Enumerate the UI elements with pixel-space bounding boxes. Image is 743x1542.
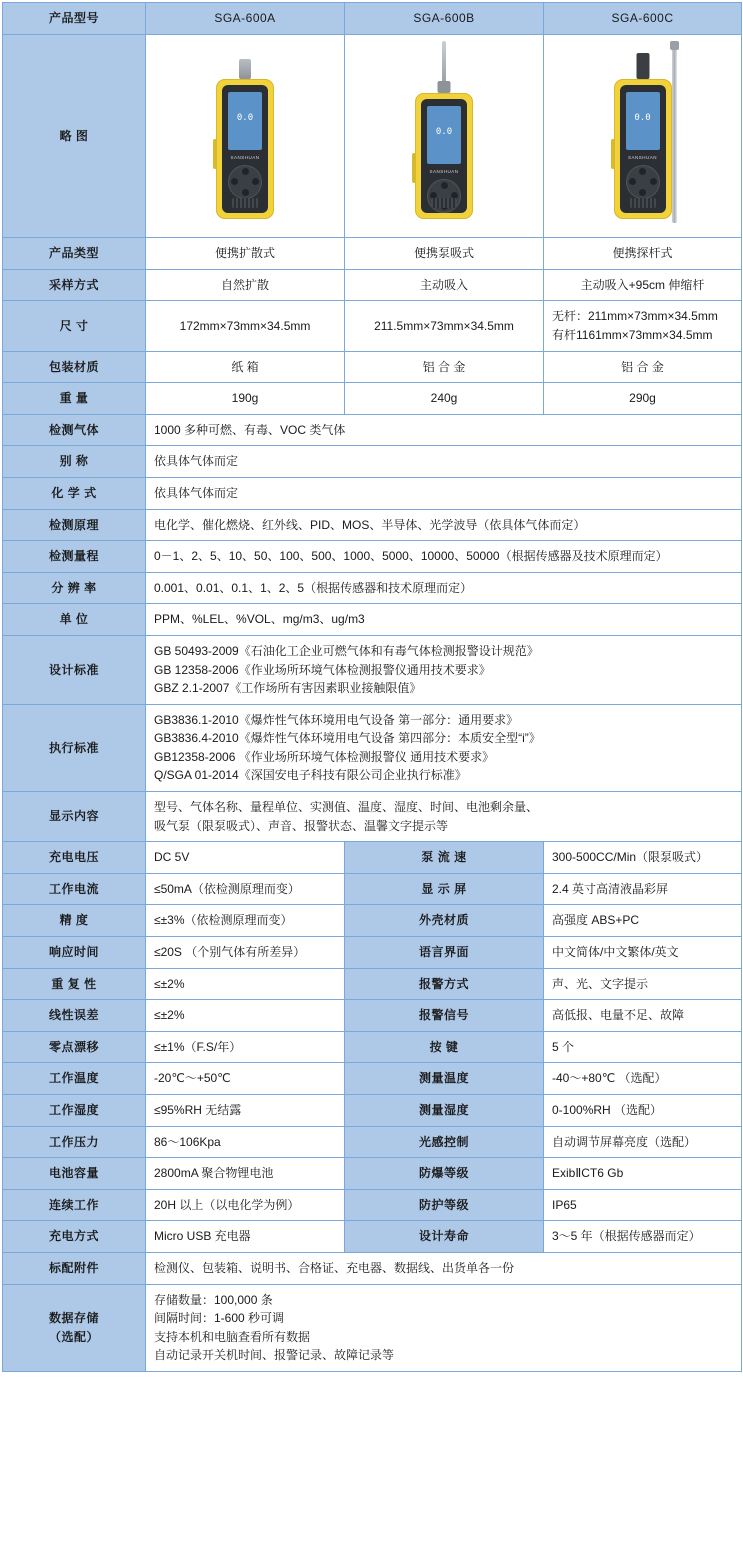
device-body bbox=[216, 79, 274, 219]
pump-needle-icon bbox=[442, 41, 446, 83]
brand-label-b: SANSHUAN bbox=[429, 168, 459, 174]
table-row-working-temp bbox=[3, 1063, 742, 1095]
speaker-vents bbox=[630, 198, 656, 208]
table-row-model bbox=[3, 3, 742, 35]
table-row-charge-voltage bbox=[3, 842, 742, 874]
table-row-diagram bbox=[3, 34, 742, 238]
row-label-light-control: 光感控制 bbox=[345, 1126, 544, 1158]
sampling-c: 主动吸入+95cm 伸缩杆 bbox=[544, 269, 742, 301]
execution-standard-value bbox=[146, 704, 742, 791]
linearity-value: ≤±2% bbox=[146, 1000, 345, 1032]
device-face bbox=[421, 99, 467, 213]
table-row-continuous-work bbox=[3, 1189, 742, 1221]
execution-standard-line3: GB12358-2006 《作业场所环境气体检测报警仪 通用技术要求》 bbox=[154, 749, 495, 764]
table-row-charge-mode bbox=[3, 1221, 742, 1253]
device-screen bbox=[228, 92, 262, 150]
data-storage-line2: 间隔时间：1-600 秒可调 bbox=[154, 1311, 285, 1326]
row-label-keys: 按 键 bbox=[345, 1031, 544, 1063]
table-row-repeatability bbox=[3, 968, 742, 1000]
key-right bbox=[252, 178, 259, 185]
repeatability-value: ≤±2% bbox=[146, 968, 345, 1000]
battery-value: 2800mA 聚合物锂电池 bbox=[146, 1158, 345, 1190]
row-label-battery: 电池容量 bbox=[3, 1158, 146, 1190]
probe-connector-icon bbox=[636, 53, 649, 79]
size-c bbox=[544, 301, 742, 351]
keypad-icon bbox=[228, 165, 262, 199]
table-row-alias bbox=[3, 446, 742, 478]
alias-value: 依具体气体而定 bbox=[146, 446, 742, 478]
row-label-model: 产品型号 bbox=[3, 3, 146, 35]
principle-value: 电化学、催化燃烧、红外线、PID、MOS、半导体、光学波导（依具体气体而定） bbox=[146, 509, 742, 541]
model-sga600a: SGA-600A bbox=[146, 3, 345, 35]
row-label-resolution: 分 辨 率 bbox=[3, 572, 146, 604]
product-type-c: 便携探杆式 bbox=[544, 238, 742, 270]
speaker-vents bbox=[431, 198, 457, 208]
weight-b: 240g bbox=[345, 383, 544, 415]
table-row-product-type bbox=[3, 238, 742, 270]
working-current-value: ≤50mA（依检测原理而变） bbox=[146, 873, 345, 905]
table-row-principle bbox=[3, 509, 742, 541]
product-type-a: 便携扩散式 bbox=[146, 238, 345, 270]
packaging-c: 铝 合 金 bbox=[544, 351, 742, 383]
data-storage-line1: 存储数量：100,000 条 bbox=[154, 1292, 273, 1307]
device-clip bbox=[611, 139, 615, 169]
table-row-weight bbox=[3, 383, 742, 415]
row-label-design-standard: 设计标准 bbox=[3, 635, 146, 704]
key-up bbox=[639, 168, 646, 175]
design-standard-value bbox=[146, 635, 742, 704]
display-screen-value: 2.4 英寸高清液晶彩屏 bbox=[544, 873, 742, 905]
size-a: 172mm×73mm×34.5mm bbox=[146, 301, 345, 351]
row-label-product-type: 产品类型 bbox=[3, 238, 146, 270]
row-label-diagram: 略 图 bbox=[3, 34, 146, 238]
table-row-accuracy bbox=[3, 905, 742, 937]
weight-c: 290g bbox=[544, 383, 742, 415]
table-row-response-time bbox=[3, 937, 742, 969]
table-body bbox=[3, 3, 742, 1372]
table-row-packaging bbox=[3, 351, 742, 383]
table-row-size bbox=[3, 301, 742, 351]
accessories-value: 检测仪、包装箱、说明书、合格证、充电器、数据线、出货单各一份 bbox=[146, 1252, 742, 1284]
keys-value: 5 个 bbox=[544, 1031, 742, 1063]
device-clip bbox=[412, 153, 416, 183]
measure-humidity-value: 0-100%RH （选配） bbox=[544, 1095, 742, 1127]
display-content-line1: 型号、气体名称、量程单位、实测值、温度、湿度、时间、电池剩余量、 bbox=[154, 800, 539, 815]
row-label-unit: 单 位 bbox=[3, 604, 146, 636]
table-row-battery bbox=[3, 1158, 742, 1190]
screen-reading-c: 0.0 bbox=[634, 112, 651, 123]
table-row-working-current bbox=[3, 873, 742, 905]
alarm-signal-value: 高低报、电量不足、故障 bbox=[544, 1000, 742, 1032]
table-row-unit bbox=[3, 604, 742, 636]
row-label-alias: 别 称 bbox=[3, 446, 146, 478]
sampling-a: 自然扩散 bbox=[146, 269, 345, 301]
data-storage-line3: 支持本机和电脑查看所有数据 bbox=[154, 1329, 311, 1344]
pump-cap-icon bbox=[438, 81, 451, 93]
device-image-a bbox=[146, 34, 345, 238]
brand-label-c: SANSHUAN bbox=[627, 154, 657, 160]
device-image-c bbox=[544, 34, 742, 238]
table-row-formula bbox=[3, 477, 742, 509]
row-label-data-storage bbox=[3, 1284, 146, 1371]
alarm-mode-value: 声、光、文字提示 bbox=[544, 968, 742, 1000]
key-up bbox=[242, 168, 249, 175]
row-label-repeatability: 重 复 性 bbox=[3, 968, 146, 1000]
row-label-working-pressure: 工作压力 bbox=[3, 1126, 146, 1158]
execution-standard-line4: Q/SGA 01-2014《深国安电子科技有限公司企业执行标准》 bbox=[154, 768, 467, 783]
screen-reading-a: 0.0 bbox=[236, 112, 254, 123]
model-sga600b: SGA-600B bbox=[345, 3, 544, 35]
table-row-working-humidity bbox=[3, 1095, 742, 1127]
device-body bbox=[614, 79, 672, 219]
table-row-data-storage bbox=[3, 1284, 742, 1371]
response-time-value: ≤20S （个别气体有所差异） bbox=[146, 937, 345, 969]
row-label-shell-material: 外壳材质 bbox=[345, 905, 544, 937]
device-clip bbox=[213, 139, 217, 169]
extension-wand-icon bbox=[672, 47, 677, 223]
row-label-pump-flow: 泵 流 速 bbox=[345, 842, 544, 874]
row-label-formula: 化 学 式 bbox=[3, 477, 146, 509]
specification-table bbox=[2, 2, 742, 1372]
row-label-execution-standard: 执行标准 bbox=[3, 704, 146, 791]
row-label-linearity: 线性误差 bbox=[3, 1000, 146, 1032]
charge-voltage-value: DC 5V bbox=[146, 842, 345, 874]
device-face bbox=[620, 85, 666, 213]
continuous-work-value: 20H 以上（以电化学为例） bbox=[146, 1189, 345, 1221]
row-label-accessories: 标配附件 bbox=[3, 1252, 146, 1284]
table-row-design-standard bbox=[3, 635, 742, 704]
light-control-value: 自动调节屏幕亮度（选配） bbox=[544, 1126, 742, 1158]
language-value: 中文简体/中文繁体/英文 bbox=[544, 937, 742, 969]
data-storage-value bbox=[146, 1284, 742, 1371]
packaging-a: 纸 箱 bbox=[146, 351, 345, 383]
key-down bbox=[242, 189, 249, 196]
row-label-alarm-signal: 报警信号 bbox=[345, 1000, 544, 1032]
execution-standard-line2: GB3836.4-2010《爆炸性气体环境用电气设备 第四部分：本质安全型“i”》 bbox=[154, 731, 541, 746]
portable-diffusion-detector-icon bbox=[209, 41, 281, 226]
key-left bbox=[629, 178, 636, 185]
key-right bbox=[650, 178, 657, 185]
row-label-size: 尺 寸 bbox=[3, 301, 146, 351]
key-left bbox=[231, 178, 238, 185]
working-pressure-value: 86～106Kpa bbox=[146, 1126, 345, 1158]
row-label-charge-voltage: 充电电压 bbox=[3, 842, 146, 874]
row-label-measure-temp: 测量温度 bbox=[345, 1063, 544, 1095]
table-row-zero-drift bbox=[3, 1031, 742, 1063]
speaker-vents bbox=[232, 198, 258, 208]
size-c-line1: 无杆：211mm×73mm×34.5mm bbox=[552, 309, 718, 324]
device-image-b bbox=[345, 34, 544, 238]
portable-pump-detector-icon bbox=[408, 41, 480, 226]
row-label-display-screen: 显 示 屏 bbox=[345, 873, 544, 905]
row-label-display-content: 显示内容 bbox=[3, 792, 146, 842]
row-label-charge-mode: 充电方式 bbox=[3, 1221, 146, 1253]
size-c-line2: 有杆1161mm×73mm×34.5mm bbox=[552, 327, 713, 342]
protection-grade-value: IP65 bbox=[544, 1189, 742, 1221]
key-up bbox=[441, 182, 448, 189]
row-label-design-life: 设计寿命 bbox=[345, 1221, 544, 1253]
row-label-explosion-grade: 防爆等级 bbox=[345, 1158, 544, 1190]
row-label-detect-gas: 检测气体 bbox=[3, 414, 146, 446]
row-label-continuous-work: 连续工作 bbox=[3, 1189, 146, 1221]
table-row-resolution bbox=[3, 572, 742, 604]
table-row-linearity bbox=[3, 1000, 742, 1032]
row-label-weight: 重 量 bbox=[3, 383, 146, 415]
row-label-sampling: 采样方式 bbox=[3, 269, 146, 301]
device-screen bbox=[626, 92, 660, 150]
design-standard-line2: GB 12358-2006《作业场所环境气体检测报警仪通用技术要求》 bbox=[154, 662, 491, 677]
zero-drift-value: ≤±1%（F.S/年） bbox=[146, 1031, 345, 1063]
row-label-working-current: 工作电流 bbox=[3, 873, 146, 905]
working-humidity-value: ≤95%RH 无结露 bbox=[146, 1095, 345, 1127]
pump-flow-value: 300-500CC/Min（限泵吸式） bbox=[544, 842, 742, 874]
data-storage-label-line2: （选配） bbox=[48, 1329, 99, 1344]
key-down bbox=[639, 189, 646, 196]
product-type-b: 便携泵吸式 bbox=[345, 238, 544, 270]
explosion-grade-value: ExibⅡCT6 Gb bbox=[544, 1158, 742, 1190]
row-label-principle: 检测原理 bbox=[3, 509, 146, 541]
design-standard-line1: GB 50493-2009《石油化工企业可燃气体和有毒气体检测报警设计规范》 bbox=[154, 643, 539, 658]
sampling-b: 主动吸入 bbox=[345, 269, 544, 301]
measure-temp-value: -40～+80℃ （选配） bbox=[544, 1063, 742, 1095]
detect-gas-value: 1000 多种可燃、有毒、VOC 类气体 bbox=[146, 414, 742, 446]
wand-tip-icon bbox=[670, 41, 679, 50]
row-label-working-temp: 工作温度 bbox=[3, 1063, 146, 1095]
spec-sheet bbox=[0, 2, 743, 1372]
row-label-range: 检测量程 bbox=[3, 541, 146, 573]
design-standard-line3: GBZ 2.1-2007《工作场所有害因素职业接触限值》 bbox=[154, 681, 422, 696]
row-label-alarm-mode: 报警方式 bbox=[345, 968, 544, 1000]
table-row-range bbox=[3, 541, 742, 573]
row-label-response-time: 响应时间 bbox=[3, 937, 146, 969]
working-temp-value: -20℃～+50℃ bbox=[146, 1063, 345, 1095]
accuracy-value: ≤±3%（依检测原理而变） bbox=[146, 905, 345, 937]
display-content-line2: 吸气泵（限泵吸式）、声音、报警状态、温馨文字提示等 bbox=[154, 818, 449, 833]
device-body bbox=[415, 93, 473, 219]
shell-material-value: 高强度 ABS+PC bbox=[544, 905, 742, 937]
resolution-value: 0.001、0.01、0.1、1、2、5（根据传感器和技术原理而定） bbox=[146, 572, 742, 604]
packaging-b: 铝 合 金 bbox=[345, 351, 544, 383]
row-label-packaging: 包装材质 bbox=[3, 351, 146, 383]
design-life-value: 3～5 年（根据传感器而定） bbox=[544, 1221, 742, 1253]
display-content-value bbox=[146, 792, 742, 842]
row-label-zero-drift: 零点漂移 bbox=[3, 1031, 146, 1063]
sensor-cap-icon bbox=[239, 59, 251, 79]
model-sga600c: SGA-600C bbox=[544, 3, 742, 35]
table-row-working-pressure bbox=[3, 1126, 742, 1158]
table-row-sampling bbox=[3, 269, 742, 301]
unit-value: PPM、%LEL、%VOL、mg/m3、ug/m3 bbox=[146, 604, 742, 636]
formula-value: 依具体气体而定 bbox=[146, 477, 742, 509]
row-label-working-humidity: 工作湿度 bbox=[3, 1095, 146, 1127]
portable-probe-detector-icon bbox=[607, 41, 679, 226]
table-row-detect-gas bbox=[3, 414, 742, 446]
weight-a: 190g bbox=[146, 383, 345, 415]
size-b: 211.5mm×73mm×34.5mm bbox=[345, 301, 544, 351]
execution-standard-line1: GB3836.1-2010《爆炸性气体环境用电气设备 第一部分：通用要求》 bbox=[154, 712, 519, 727]
table-row-execution-standard bbox=[3, 704, 742, 791]
row-label-measure-humidity: 测量湿度 bbox=[345, 1095, 544, 1127]
range-value: 0－1、2、5、10、50、100、500、1000、5000、10000、50000（根据传感器及技术原理而定） bbox=[146, 541, 742, 573]
row-label-protection-grade: 防护等级 bbox=[345, 1189, 544, 1221]
device-screen bbox=[427, 106, 461, 164]
screen-reading-b: 0.0 bbox=[435, 126, 453, 137]
keypad-icon bbox=[626, 165, 660, 199]
row-label-accuracy: 精 度 bbox=[3, 905, 146, 937]
device-face bbox=[222, 85, 268, 213]
brand-label-a: SANSHUAN bbox=[230, 154, 260, 160]
data-storage-label-line1: 数据存储 bbox=[48, 1311, 99, 1326]
charge-mode-value: Micro USB 充电器 bbox=[146, 1221, 345, 1253]
table-row-display-content bbox=[3, 792, 742, 842]
data-storage-line4: 自动记录开关机时间、报警记录、故障记录等 bbox=[154, 1348, 395, 1363]
table-row-accessories bbox=[3, 1252, 742, 1284]
row-label-language: 语言界面 bbox=[345, 937, 544, 969]
